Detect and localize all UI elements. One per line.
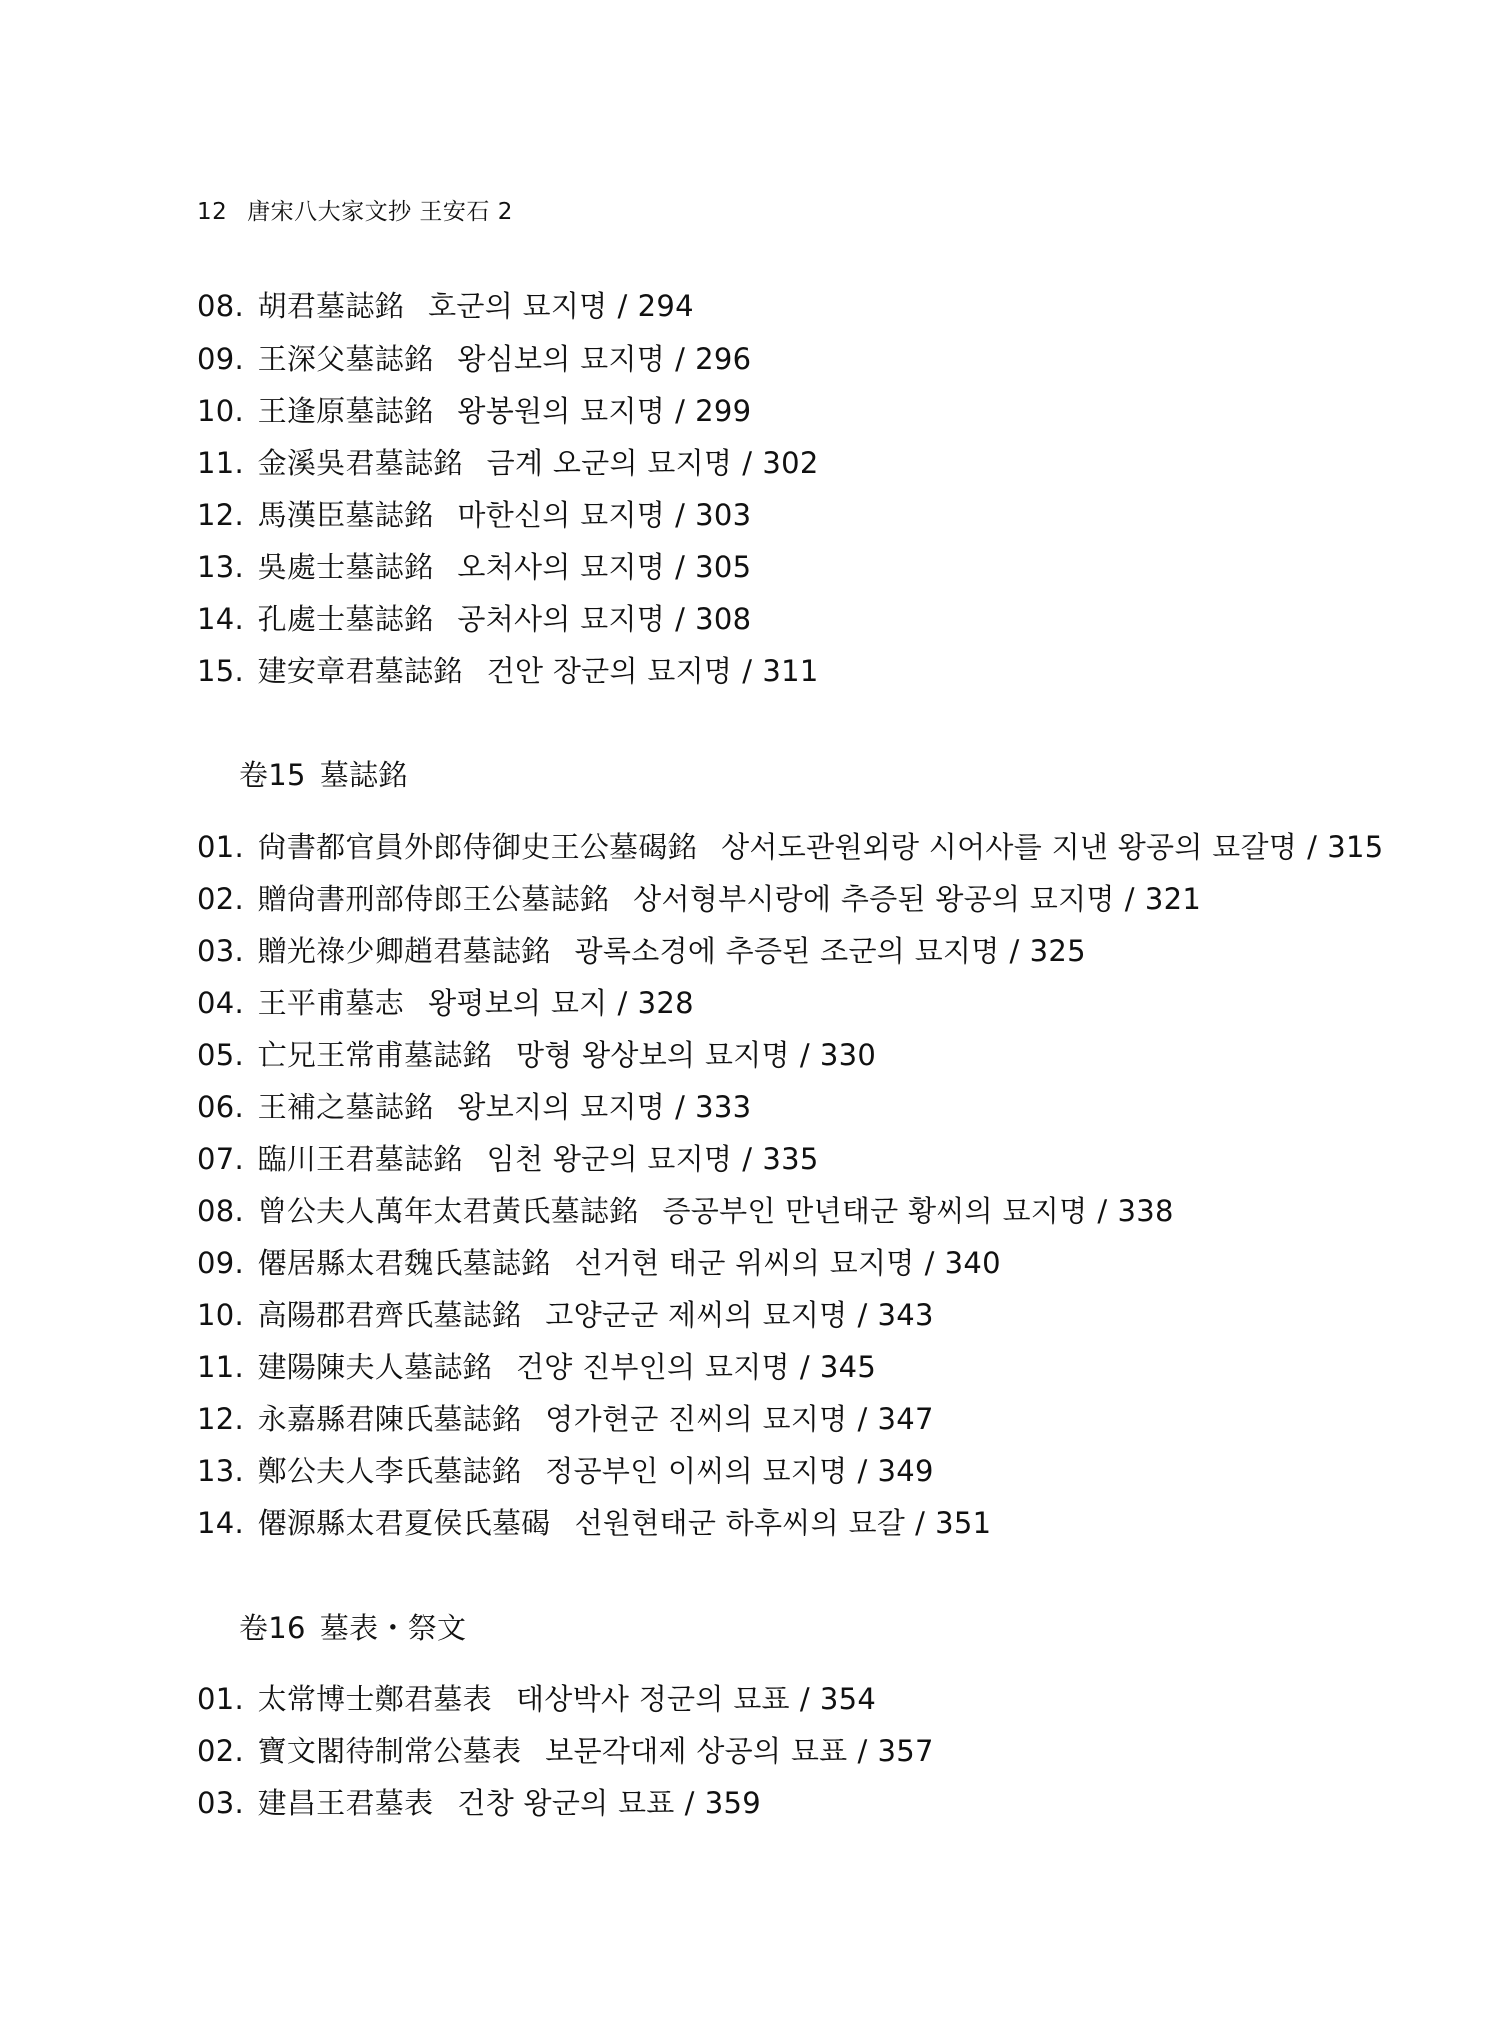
entry-title-chinese: 太常博士鄭君墓表	[257, 1682, 492, 1716]
toc-entry: 03. 贈光祿少卿趙君墓誌銘 광록소경에 추증된 조군의 묘지명 / 325	[197, 934, 1086, 968]
entry-number: 02.	[197, 882, 245, 916]
toc-entry: 12. 永嘉縣君陳氏墓誌銘 영가현군 진씨의 묘지명 / 347	[197, 1402, 934, 1436]
entry-title-korean: 왕보지의 묘지명	[457, 1090, 666, 1124]
toc-entry: 13. 吳處士墓誌銘 오처사의 묘지명 / 305	[197, 550, 752, 584]
entry-number: 12.	[197, 1402, 245, 1436]
toc-entry: 11. 建陽陳夫人墓誌銘 건양 진부인의 묘지명 / 345	[197, 1350, 877, 1384]
toc-entry: 11. 金溪吳君墓誌銘 금계 오군의 묘지명 / 302	[197, 446, 819, 480]
toc-entry: 01. 太常博士鄭君墓表 태상박사 정군의 묘표 / 354	[197, 1682, 877, 1716]
entry-title-chinese: 建安章君墓誌銘	[257, 654, 463, 688]
entry-number: 15.	[197, 654, 245, 688]
entry-page: 303	[695, 498, 752, 532]
entry-page: 345	[819, 1350, 877, 1384]
entry-title-korean: 보문각대제 상공의 묘표	[545, 1734, 848, 1768]
section-heading-16	[239, 1610, 466, 1646]
toc-entry: 15. 建安章君墓誌銘 건안 장군의 묘지명 / 311	[197, 654, 819, 688]
entry-page: 325	[1029, 934, 1086, 968]
entry-page: 305	[695, 550, 752, 584]
entry-title-korean: 고양군군 제씨의 묘지명	[545, 1298, 848, 1332]
entry-page: 354	[819, 1682, 877, 1716]
entry-number: 03.	[197, 1786, 245, 1820]
entry-title-korean: 호군의 묘지명	[428, 289, 608, 323]
entry-page: 340	[944, 1246, 1001, 1280]
section-title: 墓表・祭文	[319, 1611, 467, 1645]
entry-number: 13.	[197, 1454, 245, 1488]
toc-entry: 04. 王平甫墓志 왕평보의 묘지 / 328	[197, 986, 694, 1020]
entry-page: 311	[762, 654, 819, 688]
toc-entry: 09. 僊居縣太君魏氏墓誌銘 선거현 태군 위씨의 묘지명 / 340	[197, 1246, 1001, 1280]
entry-page: 338	[1117, 1194, 1174, 1228]
entry-page: 294	[637, 289, 694, 323]
entry-title-chinese: 建陽陳夫人墓誌銘	[257, 1350, 492, 1384]
entry-number: 14.	[197, 602, 245, 636]
entry-number: 09.	[197, 342, 245, 376]
toc-entry: 07. 臨川王君墓誌銘 임천 왕군의 묘지명 / 335	[197, 1142, 819, 1176]
entry-title-chinese: 王補之墓誌銘	[257, 1090, 434, 1124]
entry-title-chinese: 胡君墓誌銘	[257, 289, 405, 323]
entry-page: 308	[695, 602, 752, 636]
entry-title-korean: 건양 진부인의 묘지명	[515, 1350, 790, 1384]
entry-title-chinese: 臨川王君墓誌銘	[257, 1142, 463, 1176]
entry-page: 330	[819, 1038, 877, 1072]
entry-number: 12.	[197, 498, 245, 532]
section-label: 卷15	[239, 758, 306, 792]
entry-page: 359	[704, 1786, 761, 1820]
entry-page: 321	[1144, 882, 1202, 916]
entry-page: 299	[695, 394, 752, 428]
entry-title-chinese: 曾公夫人萬年太君黃氏墓誌銘	[257, 1194, 639, 1228]
entry-title-chinese: 亡兄王常甫墓誌銘	[257, 1038, 492, 1072]
entry-title-korean: 상서형부시랑에 추증된 왕공의 묘지명	[633, 882, 1115, 916]
entry-title-korean: 왕봉원의 묘지명	[457, 394, 666, 428]
entry-number: 10.	[197, 1298, 245, 1332]
entry-title-chinese: 金溪吳君墓誌銘	[257, 446, 463, 480]
entry-title-chinese: 寶文閣待制常公墓表	[257, 1734, 522, 1768]
entry-page: 315	[1327, 830, 1384, 864]
entry-title-chinese: 建昌王君墓表	[257, 1786, 434, 1820]
entry-title-chinese: 僊源縣太君夏侯氏墓碣	[257, 1506, 551, 1540]
entry-title-korean: 광록소경에 추증된 조군의 묘지명	[574, 934, 1000, 968]
entry-page: 333	[695, 1090, 752, 1124]
entry-title-korean: 정공부인 이씨의 묘지명	[545, 1454, 848, 1488]
entry-title-korean: 건안 장군의 묘지명	[486, 654, 733, 688]
entry-title-korean: 임천 왕군의 묘지명	[486, 1142, 733, 1176]
toc-entry: 08. 胡君墓誌銘 호군의 묘지명 / 294	[197, 289, 694, 323]
entry-title-chinese: 馬漢臣墓誌銘	[257, 498, 434, 532]
toc-entry: 10. 王逢原墓誌銘 왕봉원의 묘지명 / 299	[197, 394, 752, 428]
entry-title-chinese: 王深父墓誌銘	[257, 342, 434, 376]
toc-entry: 01. 尙書都官員外郎侍御史王公墓碣銘 상서도관원외랑 시어사를 지낸 왕공의 묘갈명 / 315	[197, 830, 1384, 864]
section-title: 墓誌銘	[319, 758, 408, 792]
entry-number: 02.	[197, 1734, 245, 1768]
entry-title-korean: 망형 왕상보의 묘지명	[515, 1038, 790, 1072]
entry-title-korean: 왕평보의 묘지	[428, 986, 608, 1020]
entry-number: 14.	[197, 1506, 245, 1540]
toc-entry: 13. 鄭公夫人李氏墓誌銘 정공부인 이씨의 묘지명 / 349	[197, 1454, 934, 1488]
entry-number: 09.	[197, 1246, 245, 1280]
entry-title-chinese: 鄭公夫人李氏墓誌銘	[257, 1454, 522, 1488]
entry-page: 343	[877, 1298, 934, 1332]
entry-page: 296	[695, 342, 752, 376]
entry-number: 05.	[197, 1038, 245, 1072]
entry-number: 07.	[197, 1142, 245, 1176]
entry-title-korean: 건창 왕군의 묘표	[457, 1786, 675, 1820]
entry-title-chinese: 贈尙書刑部侍郎王公墓誌銘	[257, 882, 610, 916]
entry-number: 10.	[197, 394, 245, 428]
section-label: 卷16	[239, 1611, 306, 1645]
toc-entry: 14. 孔處士墓誌銘 공처사의 묘지명 / 308	[197, 602, 752, 636]
entry-title-chinese: 王平甫墓志	[257, 986, 405, 1020]
toc-entry: 02. 寶文閣待制常公墓表 보문각대제 상공의 묘표 / 357	[197, 1734, 934, 1768]
entry-title-korean: 영가현군 진씨의 묘지명	[545, 1402, 848, 1436]
toc-entry: 08. 曾公夫人萬年太君黃氏墓誌銘 증공부인 만년태군 황씨의 묘지명 / 338	[197, 1194, 1174, 1228]
entry-title-korean: 상서도관원외랑 시어사를 지낸 왕공의 묘갈명	[721, 830, 1298, 864]
entry-number: 03.	[197, 934, 245, 968]
entry-number: 08.	[197, 1194, 245, 1228]
entry-title-chinese: 吳處士墓誌銘	[257, 550, 434, 584]
entry-title-chinese: 孔處士墓誌銘	[257, 602, 434, 636]
entry-title-chinese: 高陽郡君齊氏墓誌銘	[257, 1298, 522, 1332]
entry-number: 04.	[197, 986, 245, 1020]
page-number: 12	[197, 199, 228, 225]
entry-page: 335	[762, 1142, 819, 1176]
entry-title-chinese: 僊居縣太君魏氏墓誌銘	[257, 1246, 551, 1280]
entry-title-korean: 태상박사 정군의 묘표	[515, 1682, 790, 1716]
entry-page: 357	[877, 1734, 934, 1768]
toc-entry: 02. 贈尙書刑部侍郎王公墓誌銘 상서형부시랑에 추증된 왕공의 묘지명 / 321	[197, 882, 1202, 916]
entry-page: 351	[935, 1506, 992, 1540]
entry-title-chinese: 尙書都官員外郎侍御史王公墓碣銘	[257, 830, 698, 864]
entry-title-chinese: 贈光祿少卿趙君墓誌銘	[257, 934, 551, 968]
entry-title-korean: 선원현태군 하후씨의 묘갈	[574, 1506, 906, 1540]
entry-page: 349	[877, 1454, 934, 1488]
entry-title-korean: 공처사의 묘지명	[457, 602, 666, 636]
toc-entry: 14. 僊源縣太君夏侯氏墓碣 선원현태군 하후씨의 묘갈 / 351	[197, 1506, 992, 1540]
toc-entry: 09. 王深父墓誌銘 왕심보의 묘지명 / 296	[197, 342, 752, 376]
entry-number: 01.	[197, 1682, 245, 1716]
entry-title-chinese: 王逢原墓誌銘	[257, 394, 434, 428]
entry-number: 11.	[197, 1350, 245, 1384]
entry-number: 08.	[197, 289, 245, 323]
toc-entry: 10. 高陽郡君齊氏墓誌銘 고양군군 제씨의 묘지명 / 343	[197, 1298, 934, 1332]
entry-title-korean: 증공부인 만년태군 황씨의 묘지명	[662, 1194, 1088, 1228]
running-header	[197, 193, 525, 226]
toc-entry: 12. 馬漢臣墓誌銘 마한신의 묘지명 / 303	[197, 498, 752, 532]
entry-page: 302	[762, 446, 819, 480]
entry-title-chinese: 永嘉縣君陳氏墓誌銘	[257, 1402, 522, 1436]
entry-number: 01.	[197, 830, 245, 864]
toc-entry: 05. 亡兄王常甫墓誌銘 망형 왕상보의 묘지명 / 330	[197, 1038, 877, 1072]
toc-entry: 06. 王補之墓誌銘 왕보지의 묘지명 / 333	[197, 1090, 752, 1124]
entry-title-korean: 오처사의 묘지명	[457, 550, 666, 584]
book-title: 唐宋八大家文抄 王安石 2	[247, 199, 513, 225]
entry-title-korean: 마한신의 묘지명	[457, 498, 666, 532]
entry-page: 347	[877, 1402, 934, 1436]
entry-page: 328	[637, 986, 694, 1020]
entry-number: 13.	[197, 550, 245, 584]
section-heading-15	[239, 757, 408, 793]
entry-title-korean: 선거현 태군 위씨의 묘지명	[574, 1246, 915, 1280]
entry-title-korean: 금계 오군의 묘지명	[486, 446, 733, 480]
entry-title-korean: 왕심보의 묘지명	[457, 342, 666, 376]
entry-number: 11.	[197, 446, 245, 480]
toc-entry: 03. 建昌王君墓表 건창 왕군의 묘표 / 359	[197, 1786, 761, 1820]
entry-number: 06.	[197, 1090, 245, 1124]
